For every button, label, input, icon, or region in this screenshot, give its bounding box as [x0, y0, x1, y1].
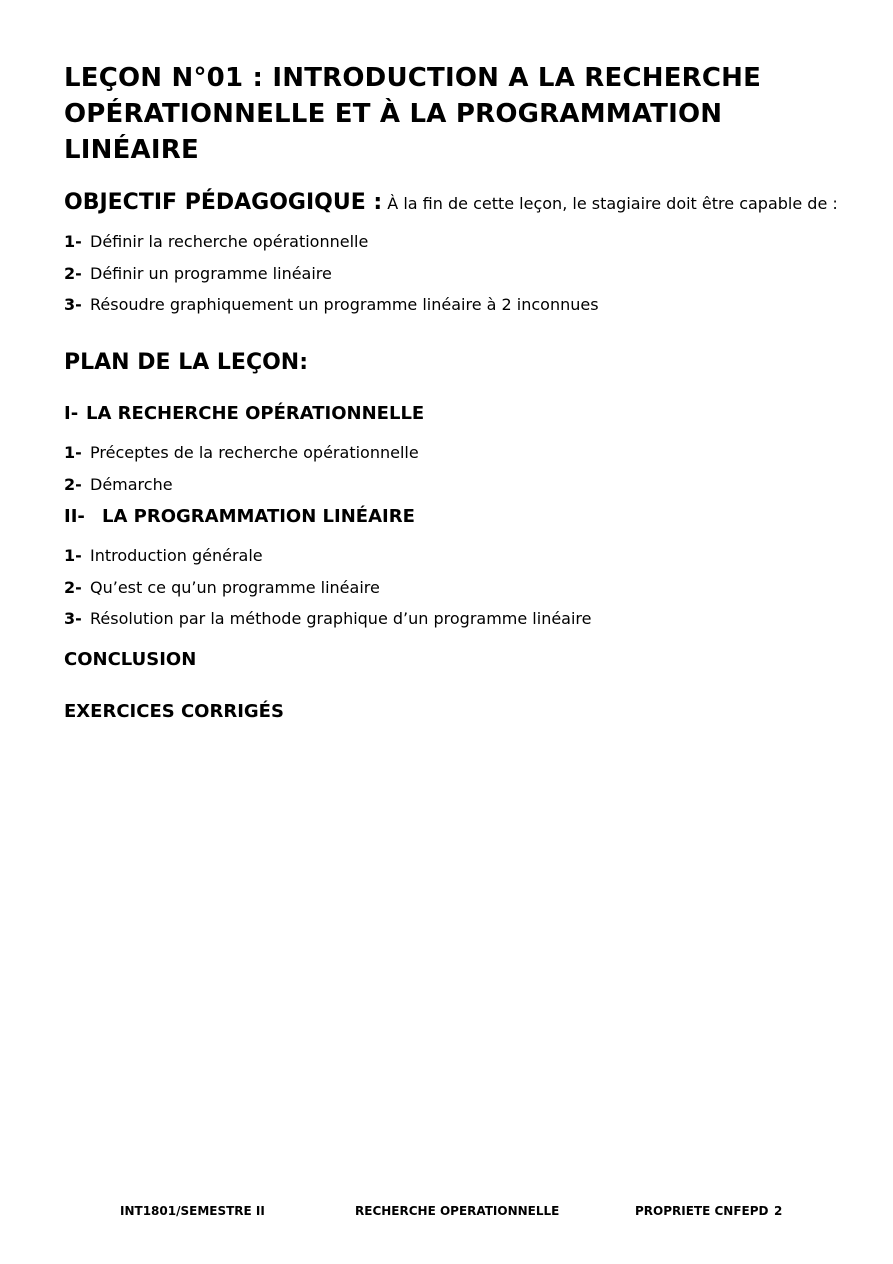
- list-item: [64, 608, 864, 630]
- lesson-title: [64, 60, 864, 168]
- list-item: [64, 545, 864, 567]
- list-item-number: 2-: [64, 263, 82, 283]
- list-item-number: 1-: [64, 546, 82, 565]
- objectives-list: [64, 231, 864, 316]
- list-item: [64, 474, 864, 496]
- list-item: [64, 263, 864, 285]
- lesson-title-line-2: OPÉRATIONNELLE ET À LA PROGRAMMATION LINÉAIRE: [64, 99, 723, 165]
- list-item-text: Définir la recherche opérationnelle: [90, 232, 369, 251]
- lesson-title-line-1: LEÇON N°01 : INTRODUCTION A LA RECHERCHE: [64, 63, 762, 93]
- list-item-number: 1-: [64, 232, 82, 251]
- objective-row: [64, 190, 864, 215]
- list-item-text: Définir un programme linéaire: [90, 263, 332, 283]
- list-item-text: Résoudre graphiquement un programme linéaire à 2 inconnues: [90, 295, 599, 314]
- list-item: [64, 442, 864, 464]
- objective-heading: OBJECTIF PÉDAGOGIQUE :: [64, 190, 383, 215]
- section-title: LA RECHERCHE OPÉRATIONNELLE: [86, 403, 425, 424]
- plan-heading: PLAN DE LA LEÇON:: [64, 350, 308, 375]
- list-item: [64, 577, 864, 599]
- exercises-heading: EXERCICES CORRIGÉS: [64, 701, 284, 722]
- section-heading-2: [64, 505, 864, 529]
- section-number: I-: [64, 403, 79, 424]
- list-item: [64, 231, 864, 253]
- list-item-text: Démarche: [90, 474, 173, 494]
- section-number: II-: [64, 506, 85, 527]
- list-item-number: 3-: [64, 609, 82, 628]
- section-title: LA PROGRAMMATION LINÉAIRE: [102, 506, 415, 527]
- footer-course-code: INT1801/SEMESTRE II: [120, 1204, 265, 1218]
- list-item: [64, 294, 864, 316]
- list-item-text: Préceptes de la recherche opérationnelle: [90, 443, 419, 462]
- list-item-text: Qu’est ce qu’un programme linéaire: [90, 577, 380, 597]
- page-footer: [0, 1204, 893, 1222]
- footer-ownership: PROPRIETE CNFEPD: [635, 1204, 769, 1218]
- list-item-number: 1-: [64, 443, 82, 462]
- list-item-text: Résolution par la méthode graphique d’un programme linéaire: [90, 609, 592, 628]
- section-2-list: [64, 545, 864, 630]
- footer-page-number: 2: [774, 1204, 783, 1218]
- conclusion-heading: CONCLUSION: [64, 649, 197, 670]
- document-page: [64, 60, 864, 724]
- objective-text: À la fin de cette leçon, le stagiaire doit être capable de :: [382, 194, 838, 213]
- list-item-number: 2-: [64, 474, 82, 494]
- section-1-list: [64, 442, 864, 496]
- list-item-number: 3-: [64, 295, 82, 314]
- list-item-text: Introduction générale: [90, 546, 263, 565]
- list-item-number: 2-: [64, 577, 82, 597]
- section-heading-1: [64, 402, 864, 426]
- footer-course-name: RECHERCHE OPERATIONNELLE: [355, 1204, 560, 1218]
